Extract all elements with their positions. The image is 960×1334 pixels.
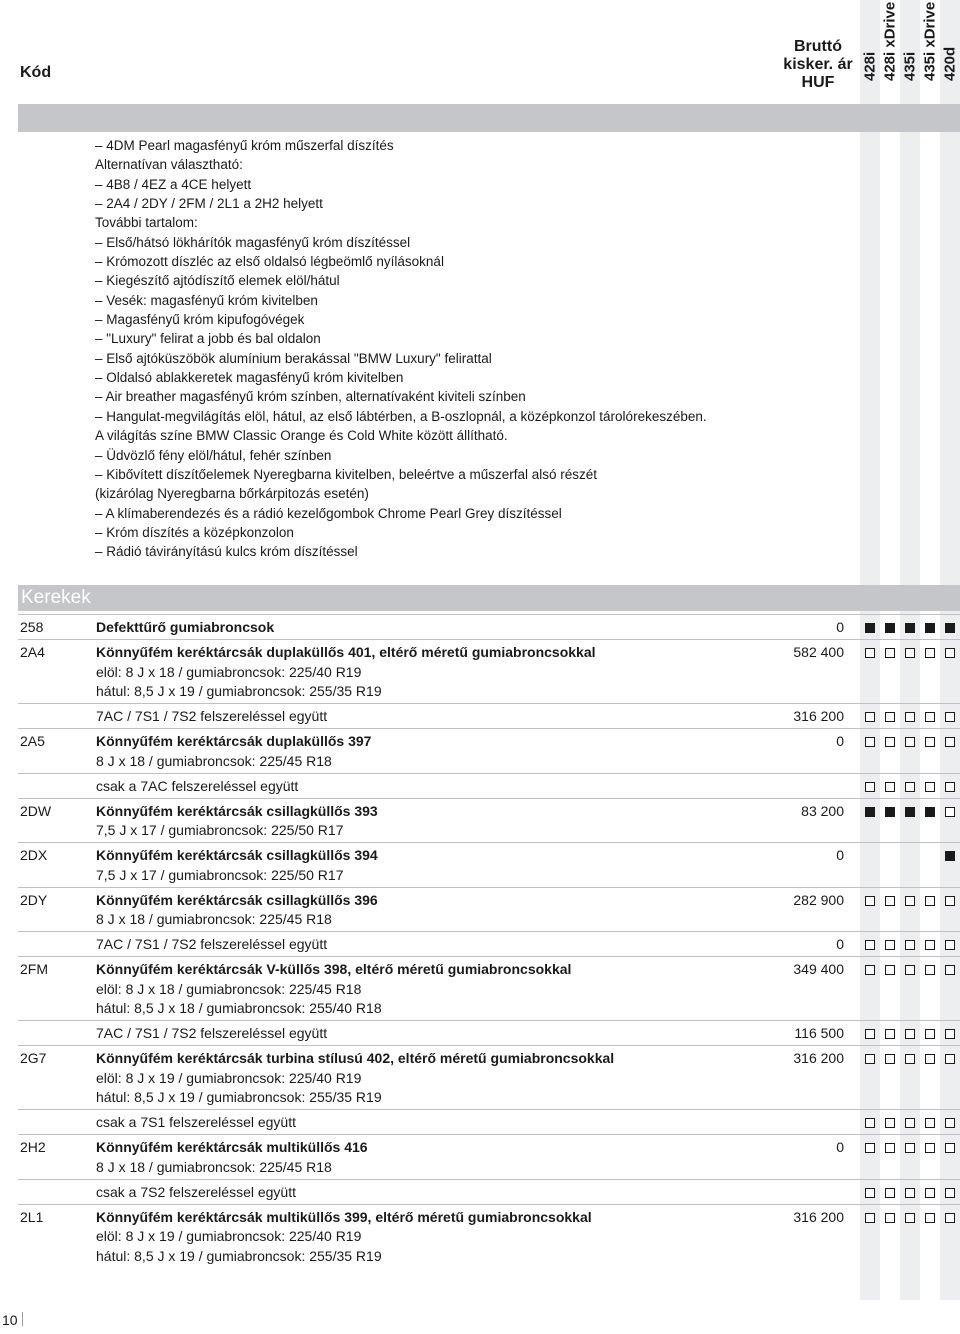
optional-equipment-icon	[905, 712, 915, 722]
row-separator	[18, 1204, 960, 1205]
optional-equipment-icon	[945, 782, 955, 792]
optional-equipment-icon	[945, 648, 955, 658]
optional-equipment-icon	[925, 940, 935, 950]
standard-equipment-icon	[885, 807, 895, 817]
option-price: 0	[836, 847, 844, 863]
standard-equipment-icon	[865, 807, 875, 817]
page-footer	[0, 1302, 40, 1332]
option-code: 2A4	[20, 644, 45, 660]
optional-equipment-icon	[945, 965, 955, 975]
section-title: Kerekek	[21, 587, 91, 608]
option-price: 316 200	[793, 708, 844, 724]
optional-equipment-icon	[865, 1054, 875, 1064]
optional-equipment-icon	[905, 1188, 915, 1198]
option-code: 2DW	[20, 802, 52, 819]
feature-line: – Magasfényű króm kipufogóvégek	[95, 312, 305, 328]
optional-equipment-icon	[925, 1054, 935, 1064]
header-price-line: Bruttó	[794, 38, 842, 55]
optional-equipment-icon	[885, 1029, 895, 1039]
optional-equipment-icon	[865, 1118, 875, 1128]
optional-equipment-icon	[945, 807, 955, 817]
option-detail: elöl: 8 J x 19 / gumiabroncsok: 225/40 R19	[96, 1069, 362, 1086]
standard-equipment-icon	[925, 623, 935, 633]
feature-line: – Vesék: magasfényű króm kivitelben	[95, 292, 318, 308]
optional-equipment-icon	[885, 965, 895, 975]
feature-line: – Első/hátsó lökhárítók magasfényű króm díszítéssel	[95, 234, 411, 250]
optional-equipment-icon	[865, 1143, 875, 1153]
optional-equipment-icon	[925, 782, 935, 792]
feature-line: Alternatívan választható:	[95, 157, 243, 173]
feature-line: További tartalom:	[95, 215, 198, 231]
row-separator	[18, 1179, 960, 1180]
row-separator	[18, 887, 960, 888]
optional-equipment-icon	[905, 940, 915, 950]
optional-equipment-icon	[925, 712, 935, 722]
option-detail: csak a 7S2 felszereléssel együtt	[96, 1183, 296, 1200]
header-price-line: kisker. ár	[783, 56, 853, 73]
option-title: Könnyűfém keréktárcsák csillagküllős 393	[96, 802, 378, 819]
option-detail: 8 J x 18 / gumiabroncsok: 225/45 R18	[96, 911, 332, 927]
optional-equipment-icon	[885, 1213, 895, 1223]
optional-equipment-icon	[905, 965, 915, 975]
row-separator	[18, 639, 960, 640]
header-model-420d: 420d	[941, 46, 959, 81]
option-description	[96, 935, 776, 955]
option-code: 2G7	[20, 1050, 47, 1066]
optional-equipment-icon	[925, 1188, 935, 1198]
optional-equipment-icon	[865, 712, 875, 722]
feature-line: – Rádió távirányítású kulcs króm díszítéssel	[95, 544, 358, 560]
optional-equipment-icon	[905, 1143, 915, 1153]
option-title: Könnyűfém keréktárcsák turbina stílusú 402, eltérő méretű gumiabroncsokkal	[96, 1050, 615, 1066]
optional-equipment-icon	[905, 1029, 915, 1039]
row-separator	[18, 1134, 960, 1135]
optional-equipment-icon	[905, 1213, 915, 1223]
row-separator	[18, 1020, 960, 1021]
option-price: 116 500	[794, 1025, 844, 1041]
standard-equipment-icon	[885, 623, 895, 633]
option-description	[96, 1208, 776, 1267]
page-number: 10	[2, 1312, 18, 1328]
option-title: Defekttűrő gumiabroncsok	[96, 619, 275, 635]
feature-line: (kizárólag Nyeregbarna bőrkárpitozás esetén)	[95, 486, 369, 502]
option-price: 0	[836, 1139, 844, 1155]
option-description	[96, 1024, 776, 1044]
option-title: Könnyűfém keréktárcsák duplaküllős 401, eltérő méretű gumiabroncsokkal	[96, 644, 596, 660]
optional-equipment-icon	[865, 648, 875, 658]
option-detail: csak a 7S1 felszereléssel együtt	[96, 1114, 296, 1130]
feature-line: – Króm díszítés a középkonzolon	[95, 524, 294, 540]
option-description	[96, 1113, 776, 1133]
option-detail: hátul: 8,5 J x 19 / gumiabroncsok: 255/35 R19	[96, 683, 382, 699]
option-description	[96, 643, 776, 702]
option-detail: elöl: 8 J x 18 / gumiabroncsok: 225/45 R18	[96, 980, 362, 997]
standard-equipment-icon	[905, 807, 915, 817]
optional-equipment-icon	[945, 737, 955, 747]
optional-equipment-icon	[885, 940, 895, 950]
option-price: 282 900	[793, 891, 844, 908]
option-description	[96, 732, 776, 771]
optional-equipment-icon	[905, 896, 915, 906]
optional-equipment-icon	[945, 1118, 955, 1128]
option-price: 316 200	[793, 1050, 844, 1066]
row-separator	[18, 614, 960, 615]
option-detail: csak a 7AC felszereléssel együtt	[96, 777, 299, 794]
optional-equipment-icon	[945, 1029, 955, 1039]
optional-equipment-icon	[885, 1054, 895, 1064]
option-code: 2DX	[20, 847, 48, 863]
feature-line: – Első ajtóküszöbök alumínium berakással "BMW Luxury" felirattal	[95, 350, 492, 366]
option-price: 582 400	[793, 644, 844, 660]
option-description	[96, 618, 776, 638]
feature-line: – Üdvözlő fény elöl/hátul, fehér színben	[95, 447, 332, 463]
option-description	[96, 1183, 776, 1203]
optional-equipment-icon	[865, 782, 875, 792]
optional-equipment-icon	[925, 1118, 935, 1128]
row-separator	[18, 703, 960, 704]
optional-equipment-icon	[945, 1188, 955, 1198]
optional-equipment-icon	[925, 1029, 935, 1039]
row-separator	[18, 842, 960, 843]
option-detail: hátul: 8,5 J x 18 / gumiabroncsok: 255/40 R18	[96, 1000, 382, 1016]
option-description	[96, 846, 776, 885]
option-price: 0	[836, 936, 844, 952]
feature-line: – Krómozott díszléc az első oldalsó légbeömlő nyílásoknál	[95, 254, 444, 270]
option-detail: 8 J x 18 / gumiabroncsok: 225/45 R18	[96, 752, 332, 769]
option-description	[96, 960, 776, 1019]
optional-equipment-icon	[885, 782, 895, 792]
row-separator	[18, 1045, 960, 1046]
optional-equipment-icon	[905, 737, 915, 747]
optional-equipment-icon	[905, 1054, 915, 1064]
option-title: Könnyűfém keréktárcsák multiküllős 399, eltérő méretű gumiabroncsokkal	[96, 1208, 592, 1225]
feature-line: – 2A4 / 2DY / 2FM / 2L1 a 2H2 helyett	[95, 196, 323, 212]
option-title: Könnyűfém keréktárcsák multiküllős 416	[96, 1139, 368, 1155]
row-separator	[18, 931, 960, 932]
optional-equipment-icon	[925, 737, 935, 747]
option-price: 0	[836, 619, 844, 635]
feature-line: – Kiegészítő ajtódíszítő elemek elöl/hátul	[95, 273, 340, 289]
option-price: 0	[836, 733, 844, 749]
option-code: 2FM	[20, 961, 48, 977]
feature-line: – Kibővített díszítőelemek Nyeregbarna kivitelben, beleértve a műszerfal alsó részét	[95, 466, 597, 482]
header-code-label: Kód	[20, 64, 52, 81]
optional-equipment-icon	[945, 896, 955, 906]
optional-equipment-icon	[865, 737, 875, 747]
optional-equipment-icon	[925, 648, 935, 658]
optional-equipment-icon	[945, 712, 955, 722]
option-description	[96, 802, 776, 841]
optional-equipment-icon	[925, 896, 935, 906]
standard-equipment-icon	[945, 851, 955, 861]
optional-equipment-icon	[885, 1143, 895, 1153]
header-model-428i-xdrive: 428i xDrive	[881, 1, 899, 81]
optional-equipment-icon	[885, 1188, 895, 1198]
optional-equipment-icon	[925, 965, 935, 975]
option-detail: hátul: 8,5 J x 19 / gumiabroncsok: 255/35 R19	[96, 1247, 382, 1264]
row-separator	[18, 798, 960, 799]
option-title: Könnyűfém keréktárcsák duplaküllős 397	[96, 733, 372, 749]
optional-equipment-icon	[885, 737, 895, 747]
standard-equipment-icon	[945, 623, 955, 633]
row-separator	[18, 773, 960, 774]
option-title: Könnyűfém keréktárcsák csillagküllős 394	[96, 847, 378, 863]
page-number-divider	[22, 1312, 23, 1326]
optional-equipment-icon	[905, 1118, 915, 1128]
option-detail: 7AC / 7S1 / 7S2 felszereléssel együtt	[96, 708, 328, 724]
option-price: 349 400	[793, 961, 844, 977]
optional-equipment-icon	[925, 1143, 935, 1153]
standard-equipment-icon	[865, 623, 875, 633]
optional-equipment-icon	[945, 1143, 955, 1153]
feature-line: – A klímaberendezés és a rádió kezelőgombok Chrome Pearl Grey díszítéssel	[95, 505, 562, 521]
feature-line: A világítás színe BMW Classic Orange és Cold White között állítható.	[95, 428, 508, 444]
standard-equipment-icon	[905, 623, 915, 633]
standard-equipment-icon	[925, 807, 935, 817]
optional-equipment-icon	[945, 1054, 955, 1064]
optional-equipment-icon	[905, 648, 915, 658]
row-separator	[18, 956, 960, 957]
header-price-line: HUF	[801, 74, 835, 91]
optional-equipment-icon	[885, 1118, 895, 1128]
optional-equipment-icon	[865, 940, 875, 950]
optional-equipment-icon	[865, 896, 875, 906]
option-title: Könnyűfém keréktárcsák csillagküllős 396	[96, 891, 378, 908]
optional-equipment-icon	[865, 1188, 875, 1198]
feature-line: – Hangulat-megvilágítás elöl, hátul, az első lábtérben, a B-oszlopnál, a középkonzol tárolórekeszében.	[95, 408, 707, 424]
option-code: 2H2	[20, 1139, 46, 1155]
option-detail: 7AC / 7S1 / 7S2 felszereléssel együtt	[96, 1025, 328, 1041]
feature-line: – Air breather magasfényű króm színben, alternatívaként kiviteli színben	[95, 389, 526, 405]
feature-line: – 4DM Pearl magasfényű króm műszerfal díszítés	[95, 138, 394, 153]
option-description	[96, 891, 776, 930]
option-detail: elöl: 8 J x 18 / gumiabroncsok: 225/40 R19	[96, 663, 362, 680]
option-detail: 7AC / 7S1 / 7S2 felszereléssel együtt	[96, 936, 328, 952]
option-code: 2A5	[20, 733, 45, 749]
option-detail: elöl: 8 J x 19 / gumiabroncsok: 225/40 R19	[96, 1228, 362, 1244]
option-price: 316 200	[793, 1208, 844, 1225]
option-detail: hátul: 8,5 J x 19 / gumiabroncsok: 255/35 R19	[96, 1089, 382, 1105]
header-model-435i-xdrive: 435i xDrive	[921, 1, 939, 81]
option-title: Könnyűfém keréktárcsák V-küllős 398, eltérő méretű gumiabroncsokkal	[96, 961, 572, 977]
option-detail: 7,5 J x 17 / gumiabroncsok: 225/50 R17	[96, 822, 344, 838]
optional-equipment-icon	[945, 1213, 955, 1223]
option-detail: 7,5 J x 17 / gumiabroncsok: 225/50 R17	[96, 866, 344, 883]
feature-line: – 4B8 / 4EZ a 4CE helyett	[95, 176, 252, 192]
optional-equipment-icon	[925, 1213, 935, 1223]
option-description	[96, 707, 776, 727]
row-separator	[18, 728, 960, 729]
optional-equipment-icon	[885, 712, 895, 722]
optional-equipment-icon	[885, 648, 895, 658]
row-separator	[18, 1109, 960, 1110]
feature-line: – Oldalsó ablakkeretek magasfényű króm kivitelben	[95, 370, 404, 386]
optional-equipment-icon	[865, 1213, 875, 1223]
option-code: 2L1	[20, 1208, 44, 1225]
header-model-435i: 435i	[901, 51, 919, 81]
optional-equipment-icon	[865, 965, 875, 975]
option-code: 258	[20, 619, 44, 635]
optional-equipment-icon	[905, 782, 915, 792]
header-model-428i: 428i	[861, 51, 879, 81]
option-code: 2DY	[20, 891, 48, 908]
optional-equipment-icon	[885, 896, 895, 906]
feature-line: – "Luxury" felirat a jobb és bal oldalon	[95, 331, 321, 347]
optional-equipment-icon	[945, 940, 955, 950]
optional-equipment-icon	[865, 1029, 875, 1039]
option-description	[96, 1138, 776, 1177]
option-detail: 8 J x 18 / gumiabroncsok: 225/45 R18	[96, 1158, 332, 1175]
option-description	[96, 1049, 776, 1108]
option-description	[96, 777, 776, 797]
option-price: 83 200	[801, 802, 844, 819]
